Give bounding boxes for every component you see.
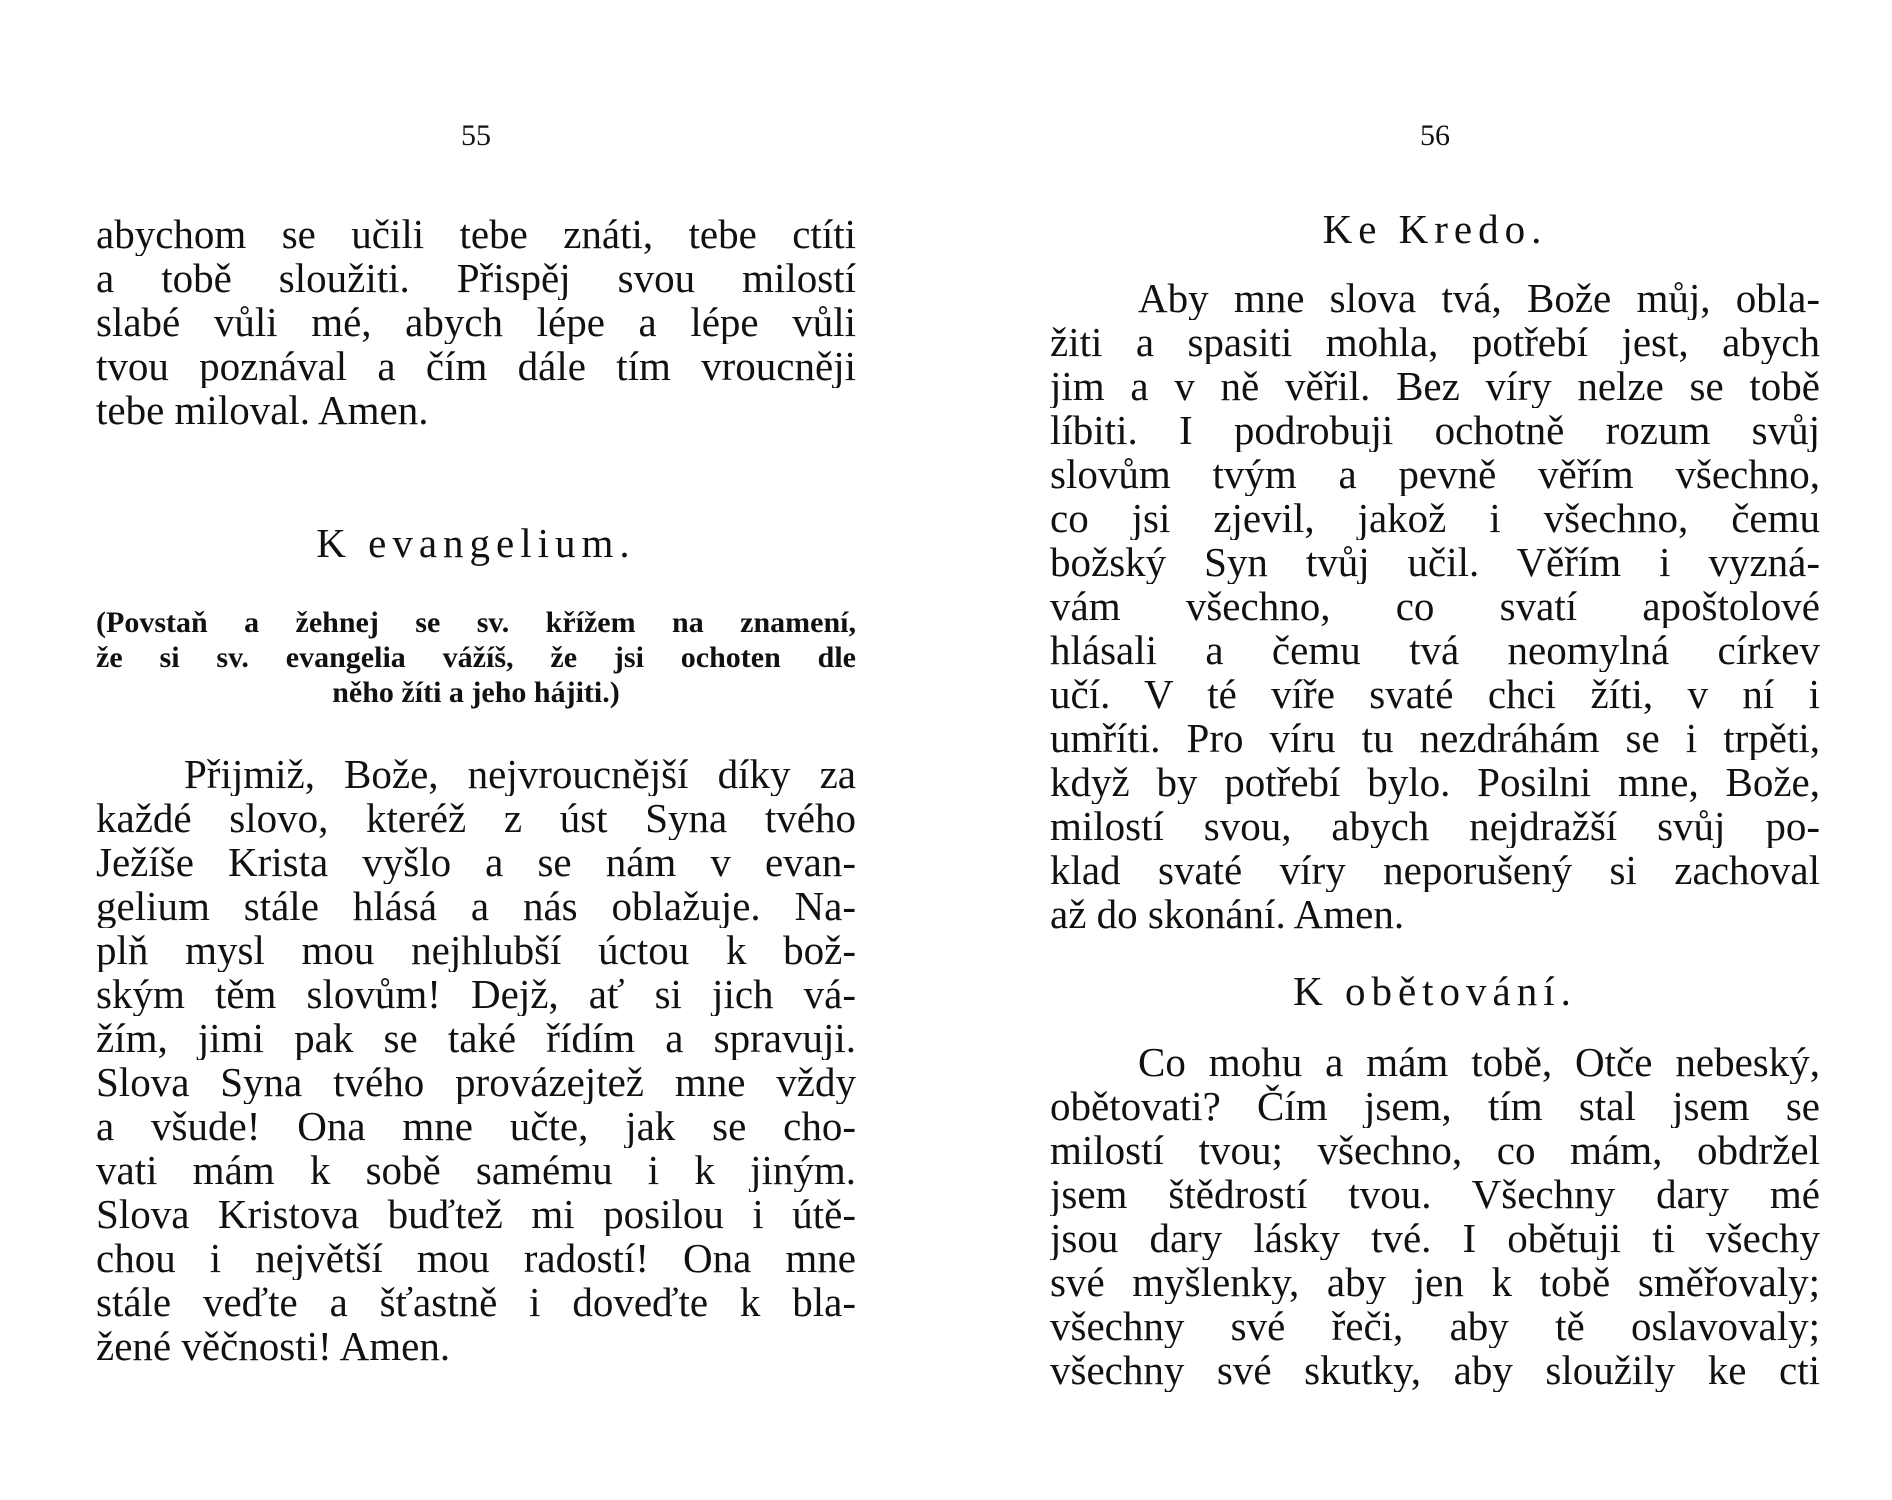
text-line: všechny své skutky, aby sloužily ke cti — [1050, 1348, 1820, 1392]
text-line: jim a v ně věřil. Bez víry nelze se tobě — [1050, 364, 1820, 408]
text-line: žiti a spasiti mohla, potřebí jest, abych — [1050, 320, 1820, 364]
text-line: plň mysl mou nejhlubší úctou k bož- — [96, 928, 856, 972]
text-line: Co mohu a mám tobě, Otče nebeský, — [1138, 1040, 1820, 1084]
text-line: všechny své řeči, aby tě oslavovaly; — [1050, 1304, 1820, 1348]
text-line: každé slovo, kteréž z úst Syna tvého — [96, 796, 856, 840]
text-line: líbiti. I podrobuji ochotně rozum svůj — [1050, 408, 1820, 452]
page-number-right: 56 — [1420, 119, 1450, 152]
text-line: abychom se učili tebe znáti, tebe ctíti — [96, 212, 856, 256]
text-line: klad svaté víry neporušený si zachoval — [1050, 848, 1820, 892]
text-line: gelium stále hlásá a nás oblažuje. Na- — [96, 884, 856, 928]
right-page — [1050, 0, 1820, 1500]
continuation-paragraph — [96, 212, 856, 432]
text-line: vám všechno, co svatí apoštolové — [1050, 584, 1820, 628]
text-line: milostí tvou; všechno, co mám, obdržel — [1050, 1128, 1820, 1172]
text-line: božský Syn tvůj učil. Věřím i vyzná- — [1050, 540, 1820, 584]
text-line: své myšlenky, aby jen k tobě směřovaly; — [1050, 1260, 1820, 1304]
rubric-line: že si sv. evangelia vážíš, že jsi ochoten dle — [96, 641, 856, 674]
rubric-instruction — [96, 605, 856, 710]
evangelium-prayer — [96, 752, 856, 1368]
left-page — [96, 0, 856, 1500]
text-line: vati mám k sobě samému i k jiným. — [96, 1148, 856, 1192]
text-line: slovům tvým a pevně věřím všechno, — [1050, 452, 1820, 496]
text-line: tebe miloval. Amen. — [96, 388, 429, 432]
text-line: a tobě sloužiti. Přispěj svou milostí — [96, 256, 856, 300]
section-heading-kredo: Ke Kredo. — [1322, 206, 1548, 252]
text-line: jsou dary lásky tvé. I obětuji ti všechy — [1050, 1216, 1820, 1260]
kredo-prayer — [1050, 276, 1820, 936]
text-line: milostí svou, abych nejdražší svůj po- — [1050, 804, 1820, 848]
text-line: stále veďte a šťastně i doveďte k bla- — [96, 1280, 856, 1324]
text-line: umříti. Pro víru tu nezdráhám se i trpěti, — [1050, 716, 1820, 760]
text-line: učí. V té víře svaté chci žíti, v ní i — [1050, 672, 1820, 716]
text-line: co jsi zjevil, jakož i všechno, čemu — [1050, 496, 1820, 540]
text-line: Ježíše Krista vyšlo a se nám v evan- — [96, 840, 856, 884]
text-line: když by potřebí bylo. Posilni mne, Bože, — [1050, 760, 1820, 804]
text-line: Slova Syna tvého provázejtež mne vždy — [96, 1060, 856, 1104]
text-line: žené věčnosti! Amen. — [96, 1324, 451, 1368]
text-line: ským těm slovům! Dejž, ať si jich vá- — [96, 972, 856, 1016]
obetovani-prayer — [1050, 1040, 1820, 1392]
section-heading-evangelium: K evangelium. — [316, 520, 636, 566]
text-line: slabé vůli mé, abych lépe a lépe vůli — [96, 300, 856, 344]
text-line: tvou poznával a čím dále tím vroucněji — [96, 344, 856, 388]
text-line: Přijmiž, Bože, nejvroucnější díky za — [184, 752, 856, 796]
text-line: žím, jimi pak se také řídím a spravuji. — [96, 1016, 856, 1060]
text-line: jsem štědrostí tvou. Všechny dary mé — [1050, 1172, 1820, 1216]
text-line: Slova Kristova buďtež mi posilou i útě- — [96, 1192, 856, 1236]
rubric-line: něho žíti a jeho hájiti.) — [332, 676, 620, 709]
section-heading-obetovani: K obětování. — [1293, 968, 1577, 1014]
text-line: až do skonání. Amen. — [1050, 892, 1405, 936]
text-line: chou i největší mou radostí! Ona mne — [96, 1236, 856, 1280]
text-line: Aby mne slova tvá, Bože můj, obla- — [1138, 276, 1820, 320]
text-line: a všude! Ona mne učte, jak se cho- — [96, 1104, 856, 1148]
page-number-left: 55 — [461, 119, 491, 152]
rubric-line: (Povstaň a žehnej se sv. křížem na znamení, — [96, 606, 856, 639]
text-line: obětovati? Čím jsem, tím stal jsem se — [1050, 1084, 1820, 1128]
text-line: hlásali a čemu tvá neomylná církev — [1050, 628, 1820, 672]
